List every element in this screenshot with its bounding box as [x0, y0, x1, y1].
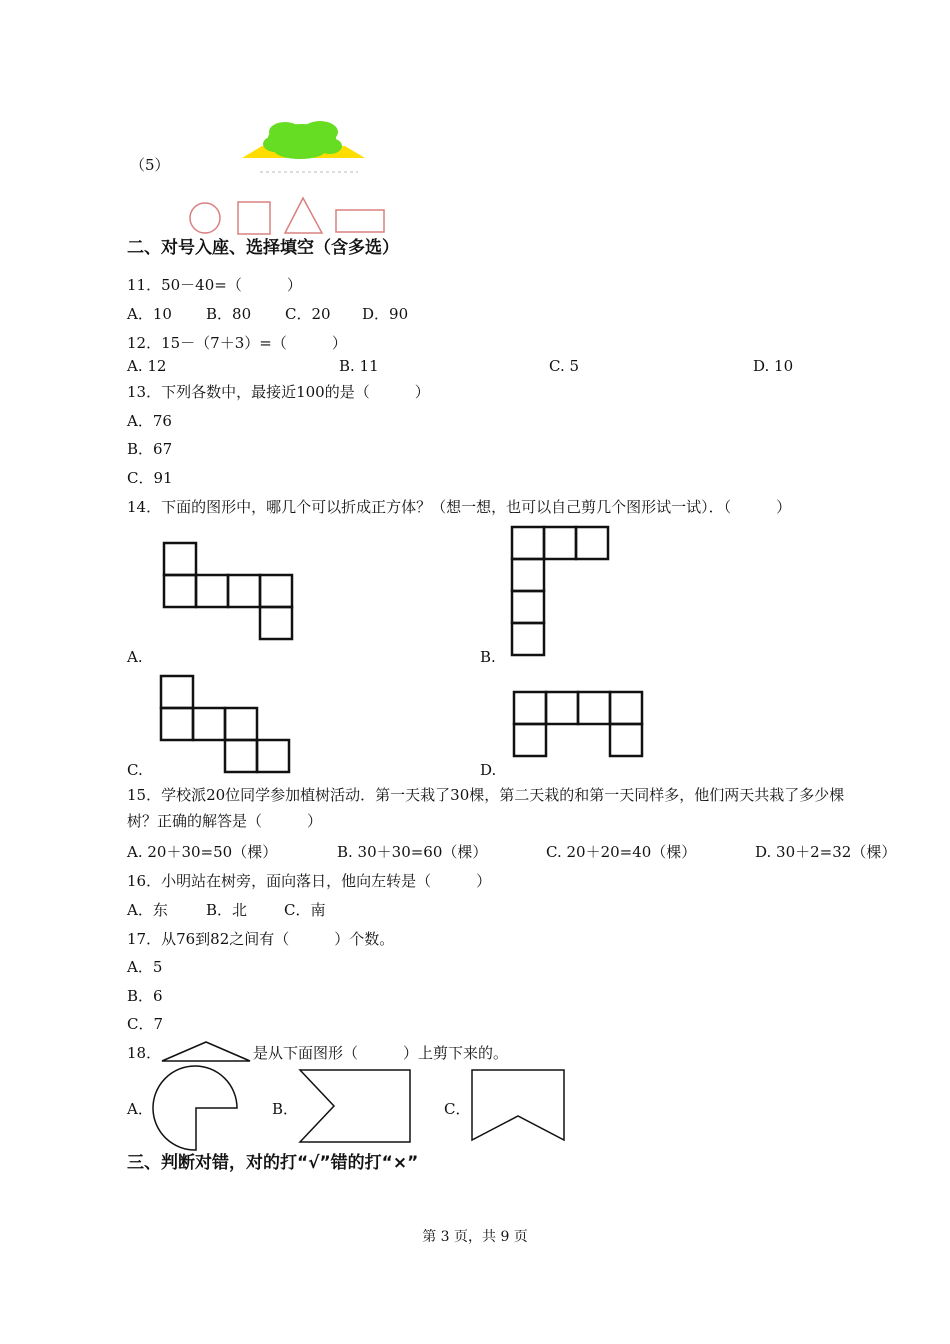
q13-option-b[interactable]: B．67 — [127, 440, 173, 458]
cube-net-d — [510, 689, 646, 759]
section3-title: 三、判断对错，对的打“√”错的打“×” — [127, 1153, 419, 1173]
q17-option-b[interactable]: B．6 — [127, 987, 163, 1005]
q11-option-b[interactable]: B．80 — [206, 305, 252, 323]
q18-figure-a — [152, 1062, 244, 1154]
q13-stem: 13．下列各数中，最接近100的是（ ） — [127, 383, 430, 401]
tree-picture — [240, 120, 370, 180]
q17-stem: 17．从76到82之间有（ ）个数。 — [127, 930, 395, 948]
q18-stem: 是从下面图形（ ）上剪下来的。 — [253, 1044, 509, 1062]
q17-option-c[interactable]: C．7 — [127, 1015, 164, 1033]
section2-title: 二、对号入座、选择填空（含多选） — [127, 238, 399, 258]
q15-stem-line2: 树？正确的解答是（ ） — [127, 812, 323, 830]
cube-net-b — [508, 524, 612, 658]
q14-option-a[interactable]: A. — [127, 648, 143, 666]
q15-option-a[interactable]: A. 20＋30=50（棵） — [127, 843, 278, 861]
cube-net-a — [160, 540, 300, 642]
cube-net-c — [157, 673, 293, 775]
q16-option-a[interactable]: A．东 — [127, 901, 168, 919]
q16-option-c[interactable]: C．南 — [284, 901, 326, 919]
q18-figure-b — [298, 1068, 414, 1144]
triangle-shape — [285, 198, 322, 233]
q17-option-a[interactable]: A．5 — [127, 958, 163, 976]
q18-option-a[interactable]: A． — [127, 1100, 153, 1118]
q18-number: 18． — [127, 1044, 162, 1062]
q18-option-c[interactable]: C． — [444, 1100, 471, 1118]
q12-option-d[interactable]: D. 10 — [753, 357, 794, 375]
q15-option-b[interactable]: B. 30＋30=60（棵） — [337, 843, 488, 861]
page-footer: 第 3 页，共 9 页 — [422, 1229, 528, 1245]
q11-option-d[interactable]: D．90 — [362, 305, 409, 323]
q18-option-b[interactable]: B． — [272, 1100, 299, 1118]
q12-option-c[interactable]: C. 5 — [549, 357, 580, 375]
q14-option-c[interactable]: C. — [127, 761, 143, 779]
q12-option-b[interactable]: B. 11 — [339, 357, 379, 375]
q15-option-d[interactable]: D. 30＋2=32（棵） — [755, 843, 897, 861]
shapes-row — [186, 195, 386, 235]
q12-stem: 12．15－（7＋3）=（ ） — [127, 334, 347, 352]
q5-label: （5） — [130, 156, 170, 174]
q14-stem: 14．下面的图形中，哪几个可以折成正方体？（想一想，也可以自己剪几个图形试一试）．（ ） — [127, 498, 792, 516]
q16-option-b[interactable]: B．北 — [206, 901, 248, 919]
circle-shape — [190, 203, 220, 233]
q18-figure-c — [470, 1068, 566, 1144]
q11-option-a[interactable]: A．10 — [127, 305, 172, 323]
square-shape — [238, 202, 270, 234]
q13-option-c[interactable]: C．91 — [127, 469, 173, 487]
q13-option-a[interactable]: A．76 — [127, 412, 172, 430]
q18-cut-shape — [160, 1040, 254, 1064]
q11-option-c[interactable]: C．20 — [285, 305, 331, 323]
q14-option-d[interactable]: D. — [480, 761, 497, 779]
q15-stem-line1: 15．学校派20位同学参加植树活动．第一天栽了30棵，第二天栽的和第一天同样多，他们两天共栽了多少棵 — [127, 786, 845, 804]
q14-option-b[interactable]: B. — [480, 648, 496, 666]
q15-option-c[interactable]: C. 20＋20=40（棵） — [546, 843, 697, 861]
q11-stem: 11．50－40=（ ） — [127, 276, 302, 294]
q12-option-a[interactable]: A. 12 — [127, 357, 167, 375]
rectangle-shape — [336, 210, 384, 232]
q16-stem: 16．小明站在树旁，面向落日，他向左转是（ ） — [127, 872, 492, 890]
